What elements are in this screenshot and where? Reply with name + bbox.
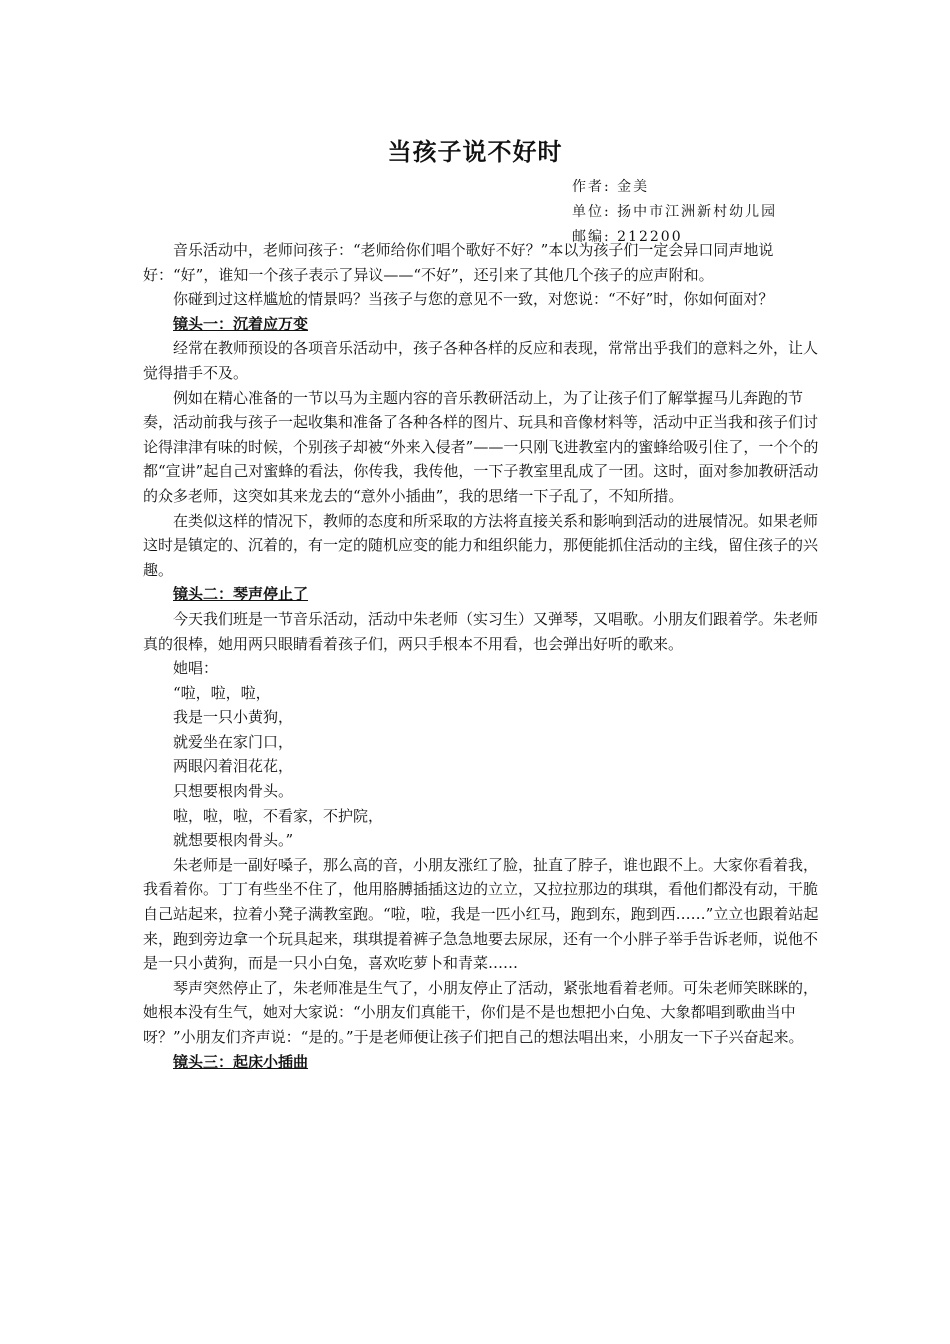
section-heading: 镜头三：起床小插曲 — [173, 1052, 309, 1071]
postcode-line: 邮编: 212200 — [572, 229, 683, 245]
article-body — [143, 238, 823, 1074]
song-line: 两眼闪着泪花花， — [173, 757, 294, 776]
paragraph: 今天我们班是一节音乐活动，活动中朱老师（实习生）又弹琴，又唱歌。小朋友们跟着学。朱老师真的很棒，她用两只眼睛看着孩子们，两只手根本不用看，也会弹出好听的歌来。 — [143, 609, 819, 653]
author-line: 作者: 金美 — [572, 179, 650, 195]
section-heading: 镜头二：琴声停止了 — [173, 585, 309, 604]
song-line: 只想要根肉骨头。 — [173, 782, 294, 801]
paragraph: 朱老师是一副好嗓子，那么高的音，小朋友涨红了脸，扯直了脖子，谁也跟不上。大家你看着我，我看着你。丁丁有些坐不住了，他用胳膊插插这边的立立，又拉拉那边的琪琪，看他们都没有动，干脆自己站起来，拉着小凳子满教室跑。“啦，啦，我是一匹小红马，跑到东，跑到西……”立立也跟着站起来，跑到旁边拿一个玩具起来，琪琪提着裤子急急地要去尿尿，还有一个小胖子举手告诉老师，说他不是一只小黄狗，而是一只小白兔，喜欢吃萝卜和青菜…… — [143, 855, 819, 973]
paragraph: 在类似这样的情况下，教师的态度和所采取的方法将直接关系和影响到活动的进展情况。如果老师这时是镇定的、沉着的，有一定的随机应变的能力和组织能力，那便能抓住活动的主线，留住孩子的兴趣。 — [143, 511, 819, 579]
song-line: 她唱： — [173, 659, 219, 678]
paragraph: 你碰到过这样尴尬的情景吗？当孩子与您的意见不一致，对您说：“不好”时，你如何面对？ — [173, 290, 774, 309]
song-line: “啦，啦，啦， — [173, 683, 271, 702]
paragraph: 琴声突然停止了，朱老师准是生气了，小朋友停止了活动，紧张地看着老师。可朱老师笑眯眯的，她根本没有生气，她对大家说：“小朋友们真能干，你们是不是也想把小白兔、大象都唱到歌曲当中呀？”小朋友们齐声说：“是的。”于是老师便让孩子们把自己的想法唱出来，小朋友一下子兴奋起来。 — [143, 978, 819, 1046]
paragraph: 例如在精心准备的一节以马为主题内容的音乐教研活动上，为了让孩子们了解掌握马儿奔跑的节奏，活动前我与孩子一起收集和准备了各种各样的图片、玩具和音像材料等，活动中正当我和孩子们讨论得津津有味的时候，个别孩子却被“外来入侵者”——一只刚飞进教室内的蜜蜂给吸引住了，一个个的都“宣讲”起自己对蜜蜂的看法，你传我，我传他，一下子教室里乱成了一团。这时，面对参加教研活动的众多老师，这突如其来龙去的“意外小插曲”，我的思绪一下子乱了，不知所措。 — [143, 388, 819, 505]
song-line: 啦，啦，啦，不看家，不护院， — [173, 806, 384, 825]
paragraph: 音乐活动中，老师问孩子：“老师给你们唱个歌好不好？”本以为孩子们一定会异口同声地说好：“好”，谁知一个孩子表示了异议——“不好”，还引来了其他几个孩子的应声附和。 — [143, 241, 774, 284]
song-line: 就爱坐在家门口， — [173, 732, 294, 751]
document-title: 当孩子说不好时 — [387, 138, 563, 166]
song-line: 就想要根肉骨头。” — [173, 831, 294, 850]
song-line: 我是一只小黄狗， — [173, 708, 294, 727]
paragraph: 经常在教师预设的各项音乐活动中，孩子各种各样的反应和表现，常常出乎我们的意料之外，让人觉得措手不及。 — [143, 339, 819, 382]
section-heading: 镜头一：沉着应万变 — [173, 314, 309, 333]
unit-line: 单位: 扬中市江洲新村幼儿园 — [572, 204, 778, 220]
